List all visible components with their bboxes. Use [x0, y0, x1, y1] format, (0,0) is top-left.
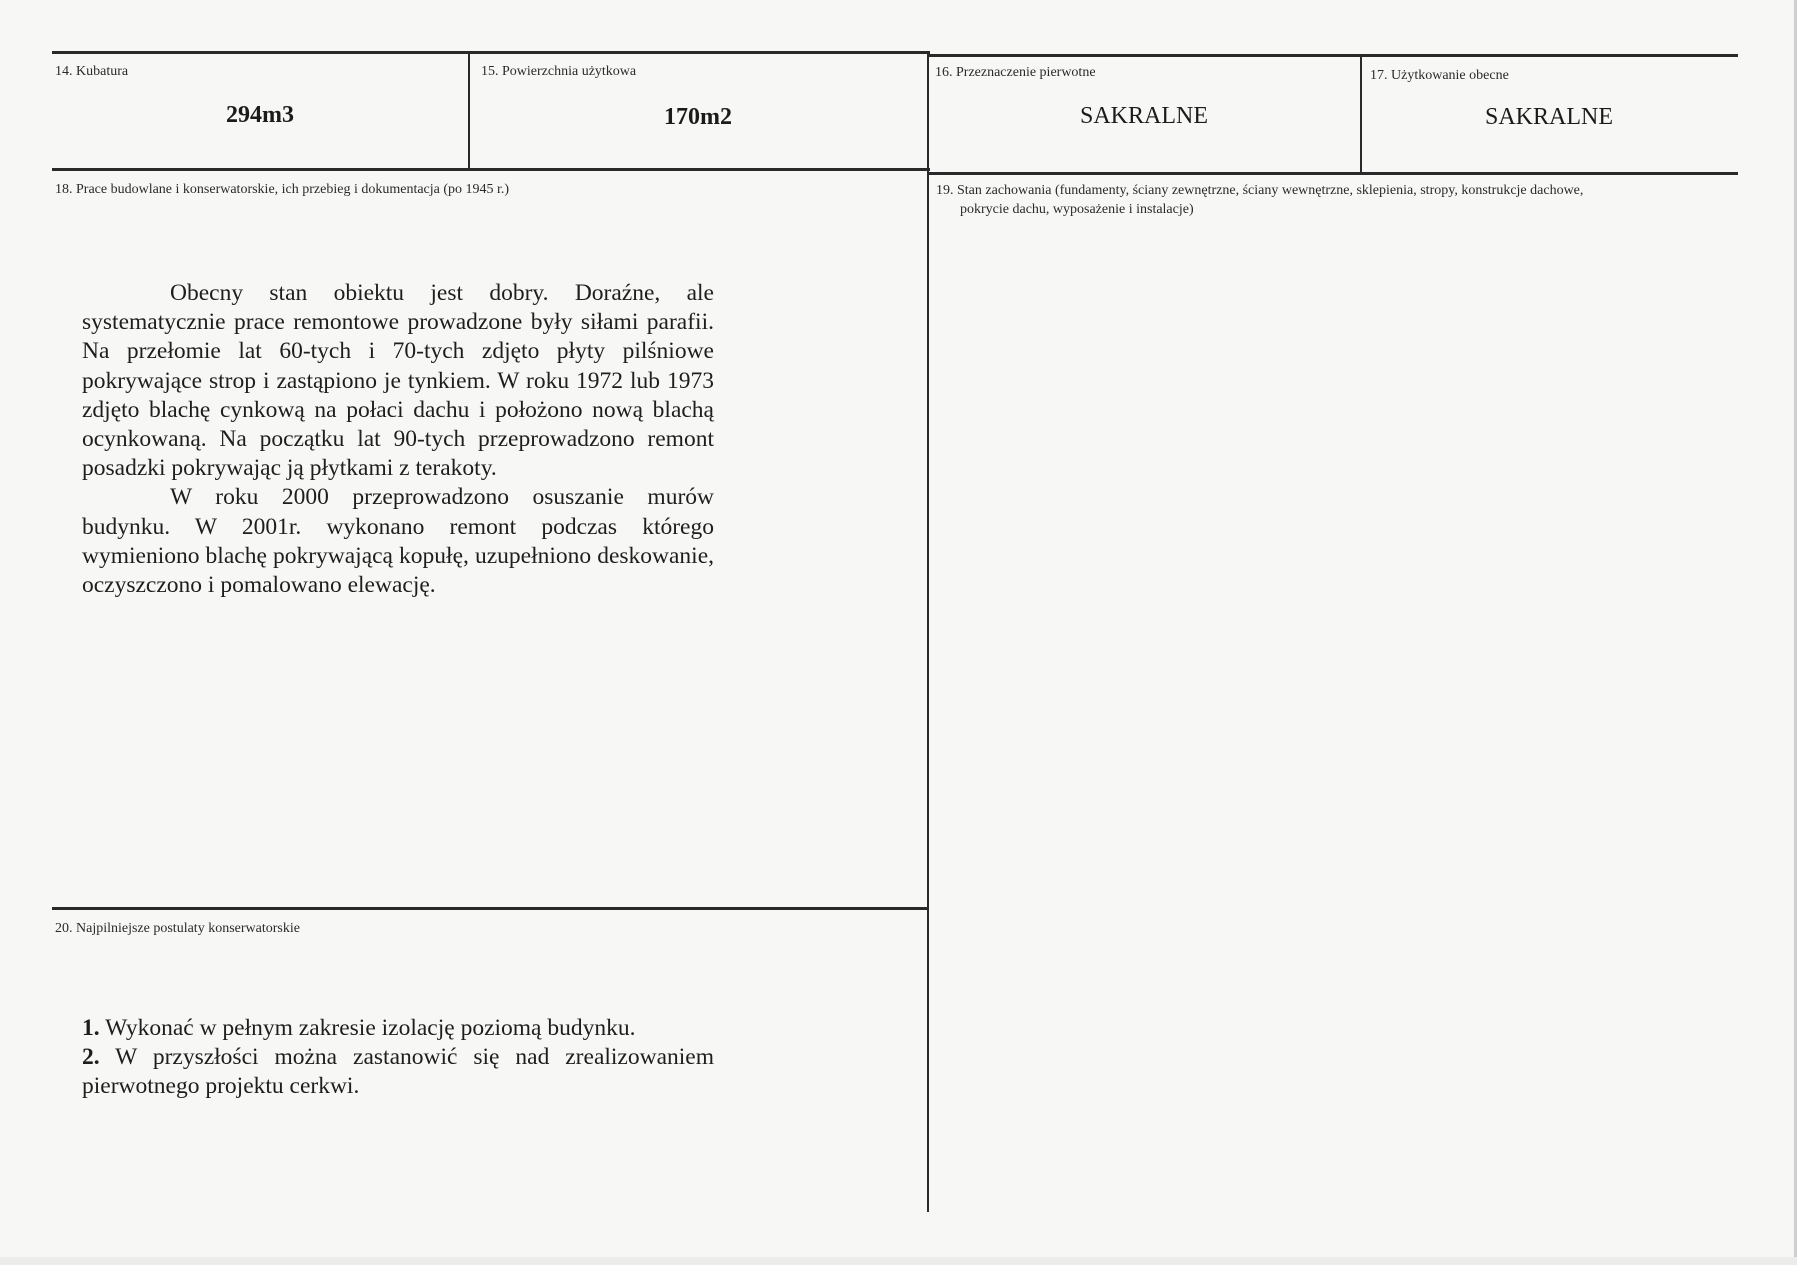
top-row-top-border: [52, 51, 930, 54]
top-row-bottom-border-right: [928, 172, 1738, 175]
field-16-value: SAKRALNE: [1079, 103, 1208, 129]
field-15-value: 170m2: [664, 104, 732, 130]
top-row-top-border-right: [928, 54, 1738, 57]
main-column-divider: [927, 172, 929, 1212]
field-20-list: [82, 1014, 714, 1102]
postulate-item-2-number: 2.: [82, 1044, 100, 1071]
section-20-top-border: [52, 907, 928, 910]
field-20-label: 20. Najpilniejsze postulaty konserwatorskie: [55, 921, 300, 936]
field-19-label-line-2: pokrycie dachu, wyposażenie i instalacje): [960, 202, 1194, 217]
field-15-label: 15. Powierzchnia użytkowa: [481, 64, 637, 79]
field-18-paragraph-2: W roku 2000 przeprowadzono osuszanie murów budynku. W 2001r. wykonano remont podczas którego wymieniono blachę pokrywającą kopułę, uzupełniono deskowanie, oczyszczono i pomalowano elewację.: [82, 484, 714, 599]
postulate-item-1-text: Wykonać w pełnym zakresie izolację poziomą budynku.: [105, 1015, 636, 1041]
field-19-label-line-1: 19. Stan zachowania (fundamenty, ściany zewnętrzne, ściany wewnętrzne, sklepienia, stropy, konstrukcje dachowe,: [936, 183, 1584, 198]
field-18-label: 18. Prace budowlane i konserwatorskie, ich przebieg i dokumentacja (po 1945 r.): [55, 182, 510, 197]
field-17-label: 17. Użytkowanie obecne: [1370, 68, 1509, 83]
field-14-label: 14. Kubatura: [55, 64, 129, 79]
divider-15-16: [927, 52, 929, 174]
field-17-value: SAKRALNE: [1484, 104, 1613, 130]
field-18-text: [82, 279, 714, 600]
field-19-label: [936, 181, 1736, 219]
postulate-item-1-number: 1.: [82, 1015, 100, 1041]
top-row-bottom-border: [52, 168, 930, 171]
postulate-item-2: [82, 1043, 714, 1101]
field-14-value: 294m3: [226, 102, 294, 128]
postulate-item-2-text: W przyszłości można zastanowić się nad zrealizowaniem pierwotnego projektu cerkwi.: [82, 1044, 714, 1100]
page-edge-bottom: [0, 1257, 1797, 1265]
postulate-item-1: [82, 1014, 714, 1043]
field-18-paragraph-1: Obecny stan obiektu jest dobry. Doraźne, ale systematycznie prace remontowe prowadzone były siłami parafii. Na przełomie lat 60-tych i 70-tych zdjęto płyty pilśniowe pokrywające strop i zastąpiono je tynkiem. W roku 1972 lub 1973 zdjęto blachę cynkową na połaci dachu i położono nową blachą ocynkowaną. Na początku lat 90-tych przeprowadzono remont posadzki pokrywając ją płytkami z terakoty.: [82, 280, 714, 482]
field-16-label: 16. Przeznaczenie pierwotne: [935, 65, 1096, 80]
